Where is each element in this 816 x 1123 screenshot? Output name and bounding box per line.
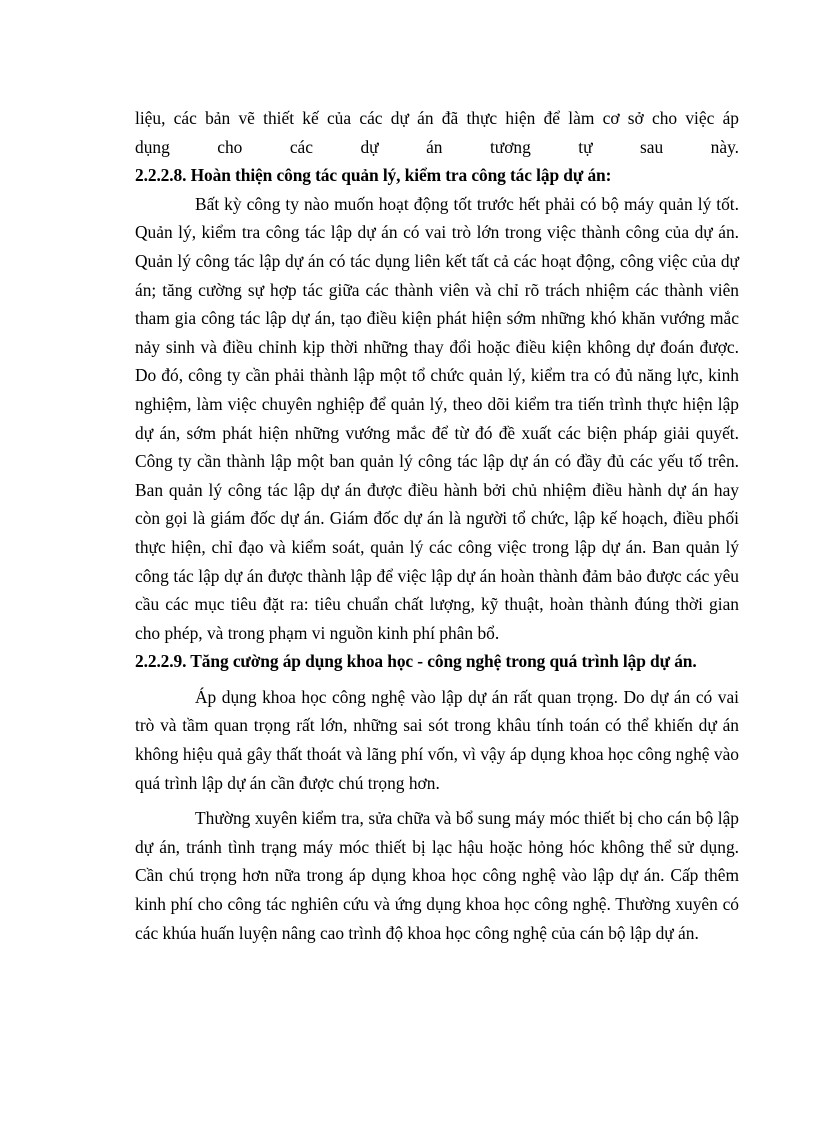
section-heading-2-2-2-9: 2.2.2.9. Tăng cường áp dụng khoa học - công nghệ trong quá trình lập dự án. xyxy=(135,651,697,672)
paragraph-management: Bất kỳ công ty nào muốn hoạt động tốt trước hết phải có bộ máy quản lý tốt. Quản lý, kiểm tra công tác lập dự án có vai trò lớn trong việc thành công của dự án. Quản lý công tác lập dự án có tác dụng liên kết tất cả các hoạt động, công việc của dự án; tăng cường sự hợp tác giữa các thành viên và chỉ rõ trách nhiệm các thành viên tham gia công tác lập dự án, tạo điều kiện phát hiện sớm những khó khăn vướng mắc nảy sinh và điều chỉnh kịp thời những thay đổi hoặc điều kiện không dự đoán được. Do đó, công ty cần phải thành lập một tổ chức quản lý, kiểm tra có đủ năng lực, kinh nghiệm, làm việc chuyên nghiệp để quản lý, theo dõi kiểm tra tiến trình thực hiện lập dự án, sớm phát hiện những vướng mắc để từ đó đề xuất các biện pháp giải quyết. Công ty cần thành lập một ban quản lý công tác lập dự án có đầy đủ các yếu tố trên. Ban quản lý công tác lập dự án được điều hành bởi chủ nhiệm điều hành dự án hay còn gọi là giám đốc dự án. Giám đốc dự án là người tổ chức, lập kế hoạch, điều phối thực hiện, chỉ đạo và kiểm soát, quản lý các công việc trong lập dự án. Ban quản lý công tác lập dự án được thành lập để việc lập dự án hoàn thành đảm bảo được các yêu cầu các mục tiêu đặt ra: tiêu chuẩn chất lượng, kỹ thuật, hoàn thành đúng thời gian cho phép, và trong phạm vi nguồn kinh phí phân bổ. xyxy=(135,193,739,643)
document-page xyxy=(135,104,739,947)
paragraph-continuation-line1: liệu, các bản vẽ thiết kế của các dự án đã thực hiện để làm cơ sở cho việc áp xyxy=(135,108,739,128)
paragraph-equipment: Thường xuyên kiểm tra, sửa chữa và bổ sung máy móc thiết bị cho cán bộ lập dự án, tránh tình trạng máy móc thiết bị lạc hậu hoặc hỏng hóc không thể sử dụng. Cần chú trọng hơn nữa trong áp dụng khoa học công nghệ vào lập dự án. Cấp thêm kinh phí cho công tác nghiên cứu và ứng dụng khoa học công nghệ. Thường xuyên có các khúa huấn luyện nâng cao trình độ khoa học công nghệ của cán bộ lập dự án. xyxy=(135,808,739,943)
section-heading-2-2-2-8: 2.2.2.8. Hoàn thiện công tác quản lý, kiểm tra công tác lập dự án: xyxy=(135,165,612,186)
paragraph-technology-importance: Áp dụng khoa học công nghệ vào lập dự án rất quan trọng. Do dự án có vai trò và tầm quan trọng rất lớn, những sai sót trong khâu tính toán có thể khiến dự án không hiệu quả gây thất thoát và lãng phí vốn, vì vậy áp dụng khoa học công nghệ vào quá trình lập dự án cần được chú trọng hơn. xyxy=(135,686,739,793)
paragraph-continuation-line2: dụng cho các dự án tương tự sau này. xyxy=(135,136,739,157)
